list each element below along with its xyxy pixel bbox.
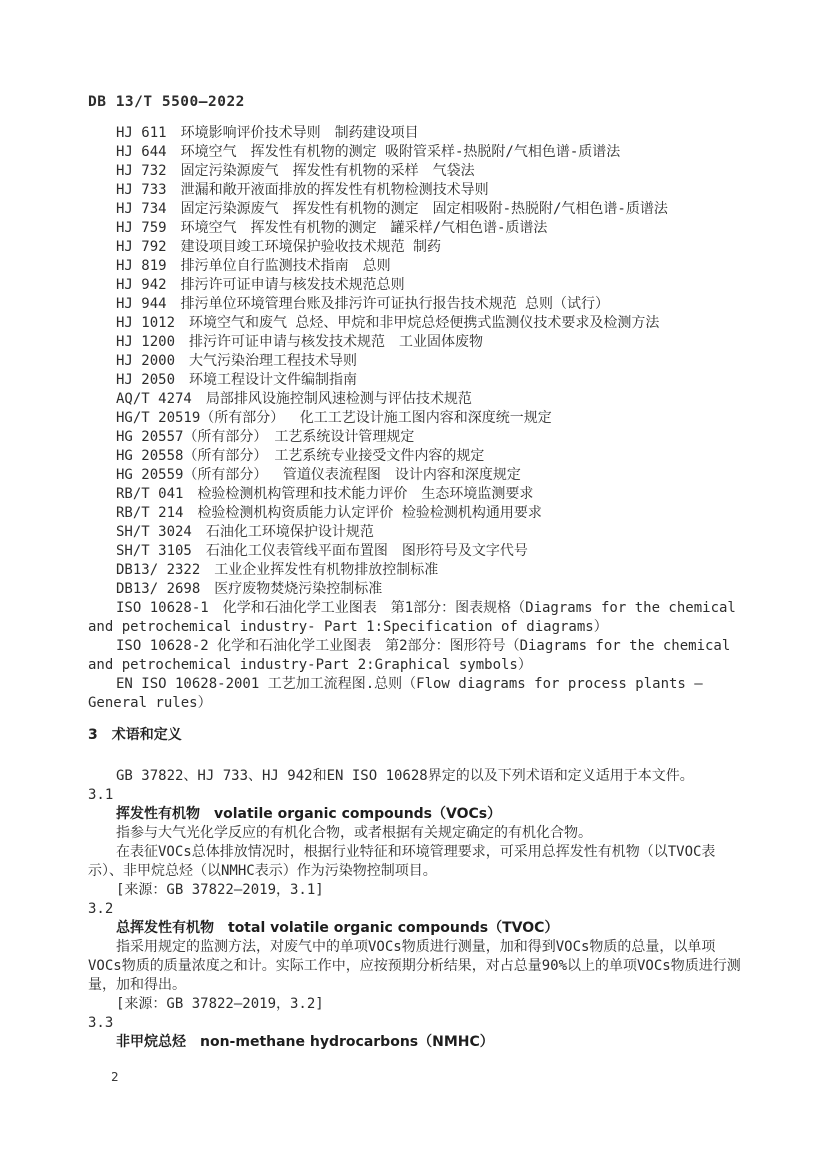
- term-title: 挥发性有机物 volatile organic compounds（VOCs）: [116, 806, 502, 822]
- term-title: 非甲烷总烃 non-methane hydrocarbons（NMHC）: [116, 1034, 494, 1050]
- reference-item: HG 20558（所有部分） 工艺系统专业接受文件内容的规定: [116, 448, 485, 464]
- normative-references-list: [88, 124, 746, 713]
- reference-item: HG/T 20519（所有部分） 化工工艺设计施工图内容和深度统一规定: [116, 410, 552, 426]
- reference-item: SH/T 3105 石油化工仪表管线平面布置图 图形符号及文字代号: [116, 543, 528, 559]
- reference-item: AQ/T 4274 局部排风设施控制风速检测与评估技术规范: [116, 391, 472, 407]
- reference-item: HJ 819 排污单位自行监测技术指南 总则: [116, 258, 391, 274]
- reference-item: HJ 611 环境影响评价技术导则 制药建设项目: [116, 125, 419, 141]
- reference-item: ISO 10628-1 化学和石油化学工业图表 第1部分：图表规格（Diagrams for the chemical and petrochemical industry- Part 1:Specification of diagrams）: [88, 600, 736, 635]
- reference-item: EN ISO 10628-2001 工艺加工流程图.总则（Flow diagrams for process plants —General rules）: [88, 676, 703, 711]
- terms-intro: GB 37822、HJ 733、HJ 942和EN ISO 10628界定的以及下列术语和定义适用于本文件。: [116, 768, 694, 784]
- reference-item: HG 20557（所有部分） 工艺系统设计管理规定: [116, 429, 415, 445]
- reference-item: HJ 1200 排污许可证申请与核发技术规范 工业固体废物: [116, 334, 483, 350]
- terms-and-definitions-section: [88, 726, 746, 1052]
- reference-item: HJ 1012 环境空气和废气 总烃、甲烷和非甲烷总烃便携式监测仪技术要求及检测方法: [116, 315, 660, 331]
- reference-item: HG 20559（所有部分） 管道仪表流程图 设计内容和深度规定: [116, 467, 521, 483]
- reference-item: HJ 944 排污单位环境管理台账及排污许可证执行报告技术规范 总则（试行）: [116, 296, 609, 312]
- reference-item: ISO 10628-2 化学和石油化学工业图表 第2部分：图形符号（Diagrams for the chemical and petrochemical industry-Part 2:Graphical symbols）: [88, 638, 731, 673]
- reference-item: HJ 759 环境空气 挥发性有机物的测定 罐采样/气相色谱-质谱法: [116, 220, 548, 236]
- term-definition: 指采用规定的监测方法，对废气中的单项VOCs物质进行测量，加和得到VOCs物质的总量，以单项VOCs物质的质量浓度之和计。实际工作中，应按预期分析结果，对占总量90%以上的单项VOCs物质进行测量，加和得出。: [88, 939, 741, 993]
- section-heading: 3 术语和定义: [88, 727, 182, 743]
- reference-item: HJ 733 泄漏和敞开液面排放的挥发性有机物检测技术导则: [116, 182, 489, 198]
- term-number: 3.2: [88, 901, 114, 917]
- standard-number-header: DB 13/T 5500—2022: [88, 94, 245, 110]
- term-title: 总挥发性有机物 total volatile organic compounds（TVOC）: [116, 920, 559, 936]
- reference-item: HJ 734 固定污染源废气 挥发性有机物的测定 固定相吸附-热脱附/气相色谱-质谱法: [116, 201, 668, 217]
- reference-item: HJ 2000 大气污染治理工程技术导则: [116, 353, 358, 369]
- reference-item: DB13/ 2322 工业企业挥发性有机物排放控制标准: [116, 562, 439, 578]
- reference-item: DB13/ 2698 医疗废物焚烧污染控制标准: [116, 581, 383, 597]
- reference-item: HJ 732 固定污染源废气 挥发性有机物的采样 气袋法: [116, 163, 475, 179]
- reference-item: HJ 792 建设项目竣工环境保护验收技术规范 制药: [116, 239, 441, 255]
- term-source: [来源：GB 37822—2019，3.2]: [116, 996, 324, 1012]
- term-definition: 指参与大气光化学反应的有机化合物，或者根据有关规定确定的有机化合物。: [116, 825, 592, 841]
- reference-item: RB/T 214 检验检测机构资质能力认定评价 检验检测机构通用要求: [116, 505, 542, 521]
- page-number: 2: [111, 1069, 119, 1084]
- term-definition: 在表征VOCs总体排放情况时，根据行业特征和环境管理要求，可采用总挥发性有机物（以TVOC表示）、非甲烷总烃（以NMHC表示）作为污染物控制项目。: [88, 844, 716, 879]
- reference-item: HJ 942 排污许可证申请与核发技术规范总则: [116, 277, 405, 293]
- reference-item: SH/T 3024 石油化工环境保护设计规范: [116, 524, 374, 540]
- reference-item: HJ 2050 环境工程设计文件编制指南: [116, 372, 358, 388]
- reference-item: HJ 644 环境空气 挥发性有机物的测定 吸附管采样-热脱附/气相色谱-质谱法: [116, 144, 621, 160]
- term-source: [来源：GB 37822—2019，3.1]: [116, 882, 324, 898]
- term-number: 3.1: [88, 787, 114, 803]
- reference-item: RB/T 041 检验检测机构管理和技术能力评价 生态环境监测要求: [116, 486, 534, 502]
- term-number: 3.3: [88, 1015, 114, 1031]
